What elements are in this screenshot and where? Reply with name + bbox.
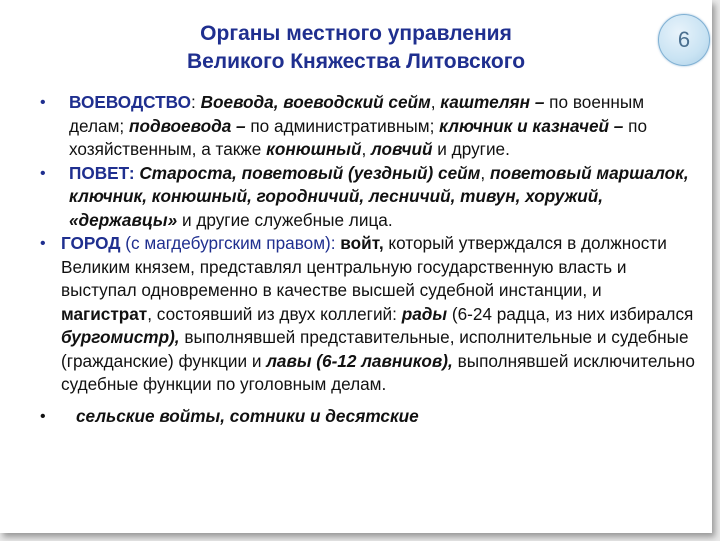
emph-text: поветовый маршалок, ключник, конюшный, городничий, лесничий, тивун, хоружий, «державцы» [69, 162, 689, 230]
bullet-icon: • [40, 235, 46, 252]
title-line-2: Великого Княжества Литовского [186, 50, 526, 73]
text: который утверждался в должности Великим князем, представлял центральную государственную власть и выступал одновременно в качестве высшей судебной инстанции, и [61, 233, 667, 300]
emph-text: ловчий [371, 139, 433, 159]
emph-text: сельские войты, сотники и десятские [76, 405, 419, 426]
text: (6-24 радца, из них избирался [447, 303, 694, 324]
text: , [480, 162, 490, 183]
text: по административным; [245, 115, 440, 136]
bold-text: войт, [340, 233, 384, 253]
list-item-gorod [36, 232, 696, 397]
text: выполнявшей представительные, исполнительные и судебные (гражданские) функции и [61, 327, 689, 371]
emph-text: Староста, поветовый (уездный) сейм [139, 162, 481, 183]
slide-title [0, 20, 712, 76]
bullet-list [36, 91, 696, 428]
emph-text: рады [401, 303, 448, 324]
keyword-povet: ПОВЕТ: [69, 162, 135, 183]
text: , состоявший из двух коллегий: [147, 303, 402, 324]
list-item-voevodstvo [36, 91, 696, 162]
text: выполнявшей исключительно судебные функции по уголовным делам. [61, 350, 695, 394]
text: , [430, 92, 441, 112]
keyword-gorod: ГОРОД [61, 233, 121, 253]
keyword-voevodstvo: ВОЕВОДСТВО [69, 92, 192, 112]
emph-text: каштелян – [440, 92, 545, 112]
text: , [361, 139, 372, 159]
text: по военным делам; [69, 92, 645, 136]
text: и другие служебные лица. [177, 209, 393, 230]
list-item-povet [36, 162, 696, 233]
magdeburg-note: (с магдебургским правом): [120, 233, 341, 253]
emph-text: ключник и казначей – [439, 115, 624, 136]
page-number-badge [658, 14, 710, 66]
emph-text: конюшный [266, 139, 362, 159]
emph-text: подвоевода – [128, 115, 246, 136]
title-line-1: Органы местного управления [200, 22, 512, 45]
bullet-icon: • [40, 407, 46, 425]
bullet-icon: • [40, 164, 46, 182]
emph-text: Воевода, воеводский сейм [200, 92, 431, 112]
bold-text: магистрат [61, 303, 148, 324]
emph-text: лавы (6-12 лавников), [266, 350, 453, 371]
text: и другие. [432, 139, 510, 159]
bullet-icon: • [40, 94, 46, 111]
emph-text: бургомистр), [61, 327, 180, 347]
page-number: 6 [677, 27, 691, 52]
text: : [191, 92, 201, 112]
list-item-village [36, 405, 696, 429]
text: по хозяйственным, а также [69, 115, 648, 159]
